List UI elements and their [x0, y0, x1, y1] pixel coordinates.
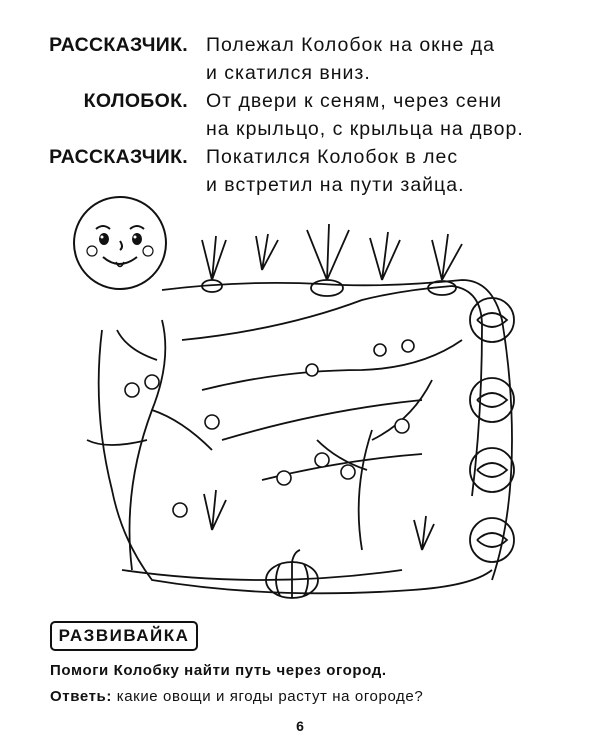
answer-label: Ответь:: [50, 688, 112, 705]
task-question: какие овощи и ягоды растут на огороде?: [116, 688, 424, 705]
speaker-kolobok: КОЛОБОК.: [83, 90, 188, 112]
task-question-line: [50, 688, 423, 705]
dialogue-line: Покатился Колобок в лес: [206, 146, 459, 168]
dialogue-line: От двери к сеням, через сени: [206, 90, 503, 112]
dialogue-line: на крыльцо, с крыльца на двор.: [206, 118, 524, 140]
speaker-narrator: РАССКАЗЧИК.: [49, 146, 188, 168]
task-title-box: [50, 621, 198, 651]
garden-maze-illustration: [62, 190, 532, 620]
dialogue-line: и скатился вниз.: [206, 62, 371, 84]
dialogue-line: Полежал Колобок на окне да: [206, 34, 495, 56]
dialogue-line: и встретил на пути зайца.: [206, 174, 465, 196]
task-title: РАЗВИВАЙКА: [58, 626, 190, 645]
speaker-narrator: РАССКАЗЧИК.: [49, 34, 188, 56]
page-number: 6: [296, 718, 304, 734]
task-instruction: Помоги Колобку найти путь через огород.: [50, 662, 387, 679]
